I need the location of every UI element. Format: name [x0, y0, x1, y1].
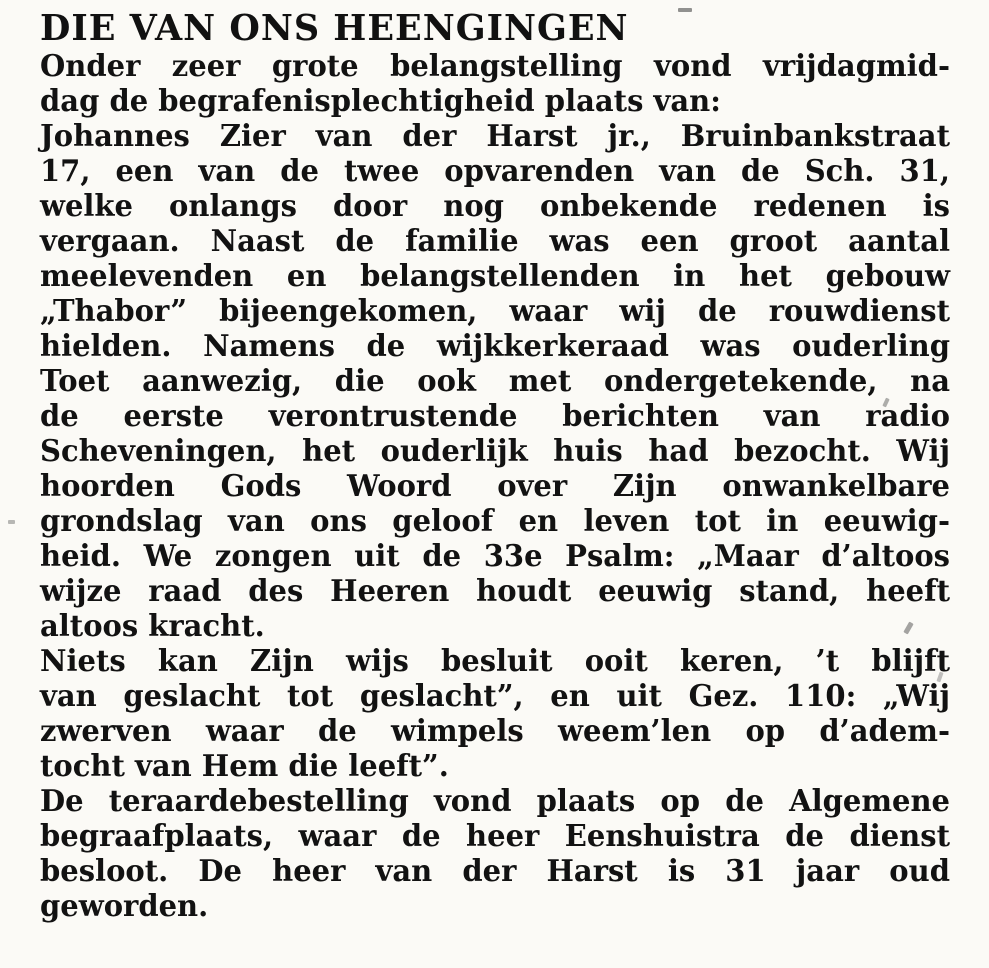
text-line: Niets kan Zijn wijs besluit ooit keren, ’t blijft [40, 643, 950, 679]
text-line: dag de begrafenisplechtigheid plaats van: [40, 83, 721, 119]
text-line: meelevenden en belangstellenden in het gebouw [40, 258, 950, 294]
text-line: wijze raad des Heeren houdt eeuwig stand, heeft [40, 573, 950, 609]
text-line: tocht van Hem die leeft”. [40, 748, 449, 784]
text-line: altoos kracht. [40, 608, 265, 644]
text-line: „Thabor” bijeengekomen, waar wij de rouwdienst [40, 293, 950, 329]
text-line: Toet aanwezig, die ook met ondergetekende, na [40, 363, 950, 399]
text-line: zwerven waar de wimpels weem’len op d’adem- [40, 713, 950, 749]
article-body [40, 48, 950, 923]
text-line: grondslag van ons geloof en leven tot in eeuwig- [40, 503, 950, 539]
text-line: besloot. De heer van der Harst is 31 jaar oud [40, 853, 950, 889]
text-line: welke onlangs door nog onbekende redenen is [40, 188, 950, 224]
text-line: geworden. [40, 888, 209, 924]
text-line: hoorden Gods Woord over Zijn onwankelbare [40, 468, 950, 504]
text-line: heid. We zongen uit de 33e Psalm: „Maar d’altoos [40, 538, 950, 574]
text-line: van geslacht tot geslacht”, en uit Gez. 110: „Wij [40, 678, 950, 714]
text-line: De teraardebestelling vond plaats op de Algemene [40, 783, 950, 819]
text-line: 17, een van de twee opvarenden van de Sch. 31, [40, 153, 950, 189]
text-line: hielden. Namens de wijkkerkeraad was ouderling [40, 328, 950, 364]
text-line: Onder zeer grote belangstelling vond vrijdagmid- [40, 48, 950, 84]
scan-speck [678, 8, 692, 12]
text-line: de eerste verontrustende berichten van radio [40, 398, 950, 434]
text-line: Scheveningen, het ouderlijk huis had bezocht. Wij [40, 433, 950, 469]
scan-speck [8, 520, 15, 524]
text-line: Johannes Zier van der Harst jr., Bruinbankstraat [40, 118, 950, 154]
article-headline: DIE VAN ONS HEENGINGEN [40, 7, 629, 50]
text-line: vergaan. Naast de familie was een groot aantal [40, 223, 950, 259]
text-line: begraafplaats, waar de heer Eenshuistra de dienst [40, 818, 950, 854]
